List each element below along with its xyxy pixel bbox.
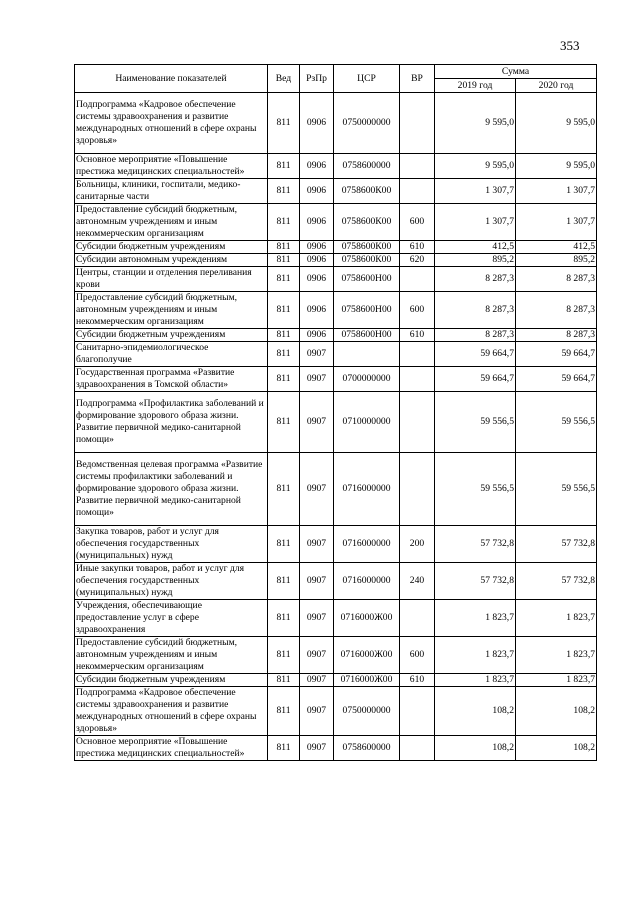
cell-ved: 811 [268,154,300,179]
header-2019: 2019 год [435,79,516,93]
cell-y2020: 8 287,3 [516,329,597,342]
cell-rzpr: 0906 [300,179,334,204]
cell-rzpr: 0907 [300,563,334,600]
table-row [75,453,597,526]
cell-rzpr: 0907 [300,526,334,563]
cell-y2019: 1 823,7 [435,674,516,687]
cell-csr: 0716000Ж00 [334,637,400,674]
page-number: 353 [560,38,580,53]
header-rzpr: РзПр [300,65,334,93]
cell-ved: 811 [268,329,300,342]
header-csr: ЦСР [334,65,400,93]
cell-ved: 811 [268,292,300,329]
cell-vr [400,453,435,526]
cell-name: Предоставление субсидий бюджетным, автономным учреждениям и иным некоммерческим организациям [75,637,268,674]
cell-y2019: 9 595,0 [435,154,516,179]
cell-y2020: 57 732,8 [516,563,597,600]
cell-y2020: 9 595,0 [516,93,597,154]
cell-vr [400,179,435,204]
table-row [75,526,597,563]
cell-ved: 811 [268,342,300,367]
cell-name: Субсидии бюджетным учреждениям [75,674,268,687]
cell-y2019: 57 732,8 [435,563,516,600]
cell-rzpr: 0906 [300,267,334,292]
table-row [75,600,597,637]
cell-name: Подпрограмма «Кадровое обеспечение системы здравоохранения и развитие международных отношений в сфере охраны здоровья» [75,687,268,736]
cell-vr: 600 [400,637,435,674]
cell-y2020: 108,2 [516,736,597,761]
cell-rzpr: 0907 [300,342,334,367]
cell-rzpr: 0907 [300,736,334,761]
table-row [75,736,597,761]
cell-y2020: 412,5 [516,241,597,254]
cell-name: Иные закупки товаров, работ и услуг для обеспечения государственных (муниципальных) нужд [75,563,268,600]
cell-rzpr: 0907 [300,674,334,687]
cell-csr: 0758600000 [334,736,400,761]
cell-csr: 0716000000 [334,453,400,526]
cell-name: Основное мероприятие «Повышение престижа медицинских специальностей» [75,154,268,179]
cell-ved: 811 [268,254,300,267]
cell-y2020: 1 823,7 [516,600,597,637]
cell-csr: 0758600Н00 [334,292,400,329]
cell-vr: 610 [400,241,435,254]
cell-vr [400,600,435,637]
cell-y2020: 1 823,7 [516,674,597,687]
cell-y2019: 1 307,7 [435,204,516,241]
cell-y2019: 9 595,0 [435,93,516,154]
cell-rzpr: 0907 [300,367,334,392]
table-row [75,637,597,674]
cell-rzpr: 0906 [300,254,334,267]
table-row [75,687,597,736]
table-row [75,367,597,392]
cell-y2019: 8 287,3 [435,292,516,329]
cell-rzpr: 0906 [300,93,334,154]
cell-rzpr: 0906 [300,329,334,342]
cell-rzpr: 0906 [300,292,334,329]
cell-vr: 610 [400,674,435,687]
budget-table [74,64,597,761]
cell-csr: 0750000000 [334,687,400,736]
cell-y2019: 59 556,5 [435,453,516,526]
cell-ved: 811 [268,204,300,241]
cell-name: Предоставление субсидий бюджетным, автономным учреждениям и иным некоммерческим организациям [75,204,268,241]
cell-csr: 0758600000 [334,154,400,179]
table-header [75,65,597,93]
cell-csr: 0700000000 [334,367,400,392]
header-name: Наименование показателей [75,65,268,93]
cell-csr: 0716000Ж00 [334,600,400,637]
header-sum: Сумма [435,65,597,79]
cell-ved: 811 [268,687,300,736]
cell-name: Больницы, клиники, госпитали, медико-санитарные части [75,179,268,204]
cell-vr [400,267,435,292]
table-row [75,329,597,342]
cell-y2020: 9 595,0 [516,154,597,179]
cell-csr: 0750000000 [334,93,400,154]
cell-vr [400,342,435,367]
table-row [75,563,597,600]
cell-rzpr: 0907 [300,453,334,526]
cell-ved: 811 [268,526,300,563]
cell-y2019: 108,2 [435,687,516,736]
table-row [75,292,597,329]
cell-vr: 610 [400,329,435,342]
cell-ved: 811 [268,367,300,392]
cell-rzpr: 0907 [300,637,334,674]
cell-vr: 200 [400,526,435,563]
cell-y2019: 1 307,7 [435,179,516,204]
cell-name: Государственная программа «Развитие здравоохранения в Томской области» [75,367,268,392]
header-vr: ВР [400,65,435,93]
cell-csr: 0716000Ж00 [334,674,400,687]
cell-csr: 0758600К00 [334,254,400,267]
cell-name: Учреждения, обеспечивающие предоставление услуг в сфере здравоохранения [75,600,268,637]
cell-name: Субсидии бюджетным учреждениям [75,329,268,342]
cell-ved: 811 [268,674,300,687]
header-ved: Вед [268,65,300,93]
cell-csr: 0758600К00 [334,179,400,204]
cell-name: Санитарно-эпидемиологическое благополучие [75,342,268,367]
cell-csr: 0758600К00 [334,204,400,241]
cell-csr: 0710000000 [334,392,400,453]
cell-y2019: 8 287,3 [435,329,516,342]
cell-name: Предоставление субсидий бюджетным, автономным учреждениям и иным некоммерческим организациям [75,292,268,329]
cell-name: Ведомственная целевая программа «Развитие системы профилактики заболеваний и формирование здорового образа жизни. Развитие первичной медико-санитарной помощи» [75,453,268,526]
cell-name: Основное мероприятие «Повышение престижа медицинских специальностей» [75,736,268,761]
cell-vr: 240 [400,563,435,600]
cell-vr [400,367,435,392]
cell-y2020: 1 307,7 [516,179,597,204]
cell-rzpr: 0907 [300,392,334,453]
cell-vr [400,154,435,179]
cell-name: Субсидии автономным учреждениям [75,254,268,267]
cell-y2020: 8 287,3 [516,292,597,329]
cell-y2019: 1 823,7 [435,637,516,674]
cell-vr [400,736,435,761]
cell-ved: 811 [268,392,300,453]
cell-ved: 811 [268,736,300,761]
table-row [75,674,597,687]
cell-vr [400,392,435,453]
cell-vr: 620 [400,254,435,267]
cell-y2019: 412,5 [435,241,516,254]
cell-y2020: 1 823,7 [516,637,597,674]
table-row [75,254,597,267]
table-row [75,93,597,154]
cell-rzpr: 0906 [300,154,334,179]
cell-csr [334,342,400,367]
cell-y2019: 108,2 [435,736,516,761]
cell-name: Центры, станции и отделения переливания крови [75,267,268,292]
cell-csr: 0758600К00 [334,241,400,254]
cell-rzpr: 0906 [300,241,334,254]
table-row [75,241,597,254]
cell-ved: 811 [268,93,300,154]
cell-y2020: 108,2 [516,687,597,736]
cell-y2020: 895,2 [516,254,597,267]
table-row [75,204,597,241]
cell-y2020: 59 556,5 [516,392,597,453]
table-body [75,93,597,761]
cell-y2020: 1 307,7 [516,204,597,241]
table-row [75,342,597,367]
table-row [75,179,597,204]
cell-y2020: 59 664,7 [516,342,597,367]
cell-name: Подпрограмма «Кадровое обеспечение системы здравоохранения и развитие международных отношений в сфере охраны здоровья» [75,93,268,154]
cell-y2020: 57 732,8 [516,526,597,563]
cell-vr: 600 [400,292,435,329]
cell-y2019: 59 556,5 [435,392,516,453]
cell-y2019: 59 664,7 [435,342,516,367]
cell-ved: 811 [268,179,300,204]
cell-y2020: 59 664,7 [516,367,597,392]
cell-csr: 0758600Н00 [334,267,400,292]
cell-name: Субсидии бюджетным учреждениям [75,241,268,254]
cell-rzpr: 0907 [300,687,334,736]
cell-y2019: 57 732,8 [435,526,516,563]
cell-rzpr: 0906 [300,204,334,241]
cell-ved: 811 [268,563,300,600]
cell-ved: 811 [268,600,300,637]
cell-y2019: 1 823,7 [435,600,516,637]
cell-y2019: 8 287,3 [435,267,516,292]
cell-ved: 811 [268,453,300,526]
cell-y2020: 59 556,5 [516,453,597,526]
table-row [75,267,597,292]
cell-ved: 811 [268,241,300,254]
cell-csr: 0716000000 [334,563,400,600]
header-2020: 2020 год [516,79,597,93]
table-row [75,154,597,179]
cell-name: Закупка товаров, работ и услуг для обеспечения государственных (муниципальных) нужд [75,526,268,563]
cell-name: Подпрограмма «Профилактика заболеваний и формирование здорового образа жизни. Развитие первичной медико-санитарной помощи» [75,392,268,453]
cell-rzpr: 0907 [300,600,334,637]
cell-csr: 0716000000 [334,526,400,563]
cell-csr: 0758600Н00 [334,329,400,342]
cell-vr: 600 [400,204,435,241]
cell-y2019: 895,2 [435,254,516,267]
cell-vr [400,687,435,736]
cell-vr [400,93,435,154]
table-row [75,392,597,453]
cell-ved: 811 [268,267,300,292]
cell-y2020: 8 287,3 [516,267,597,292]
cell-ved: 811 [268,637,300,674]
cell-y2019: 59 664,7 [435,367,516,392]
